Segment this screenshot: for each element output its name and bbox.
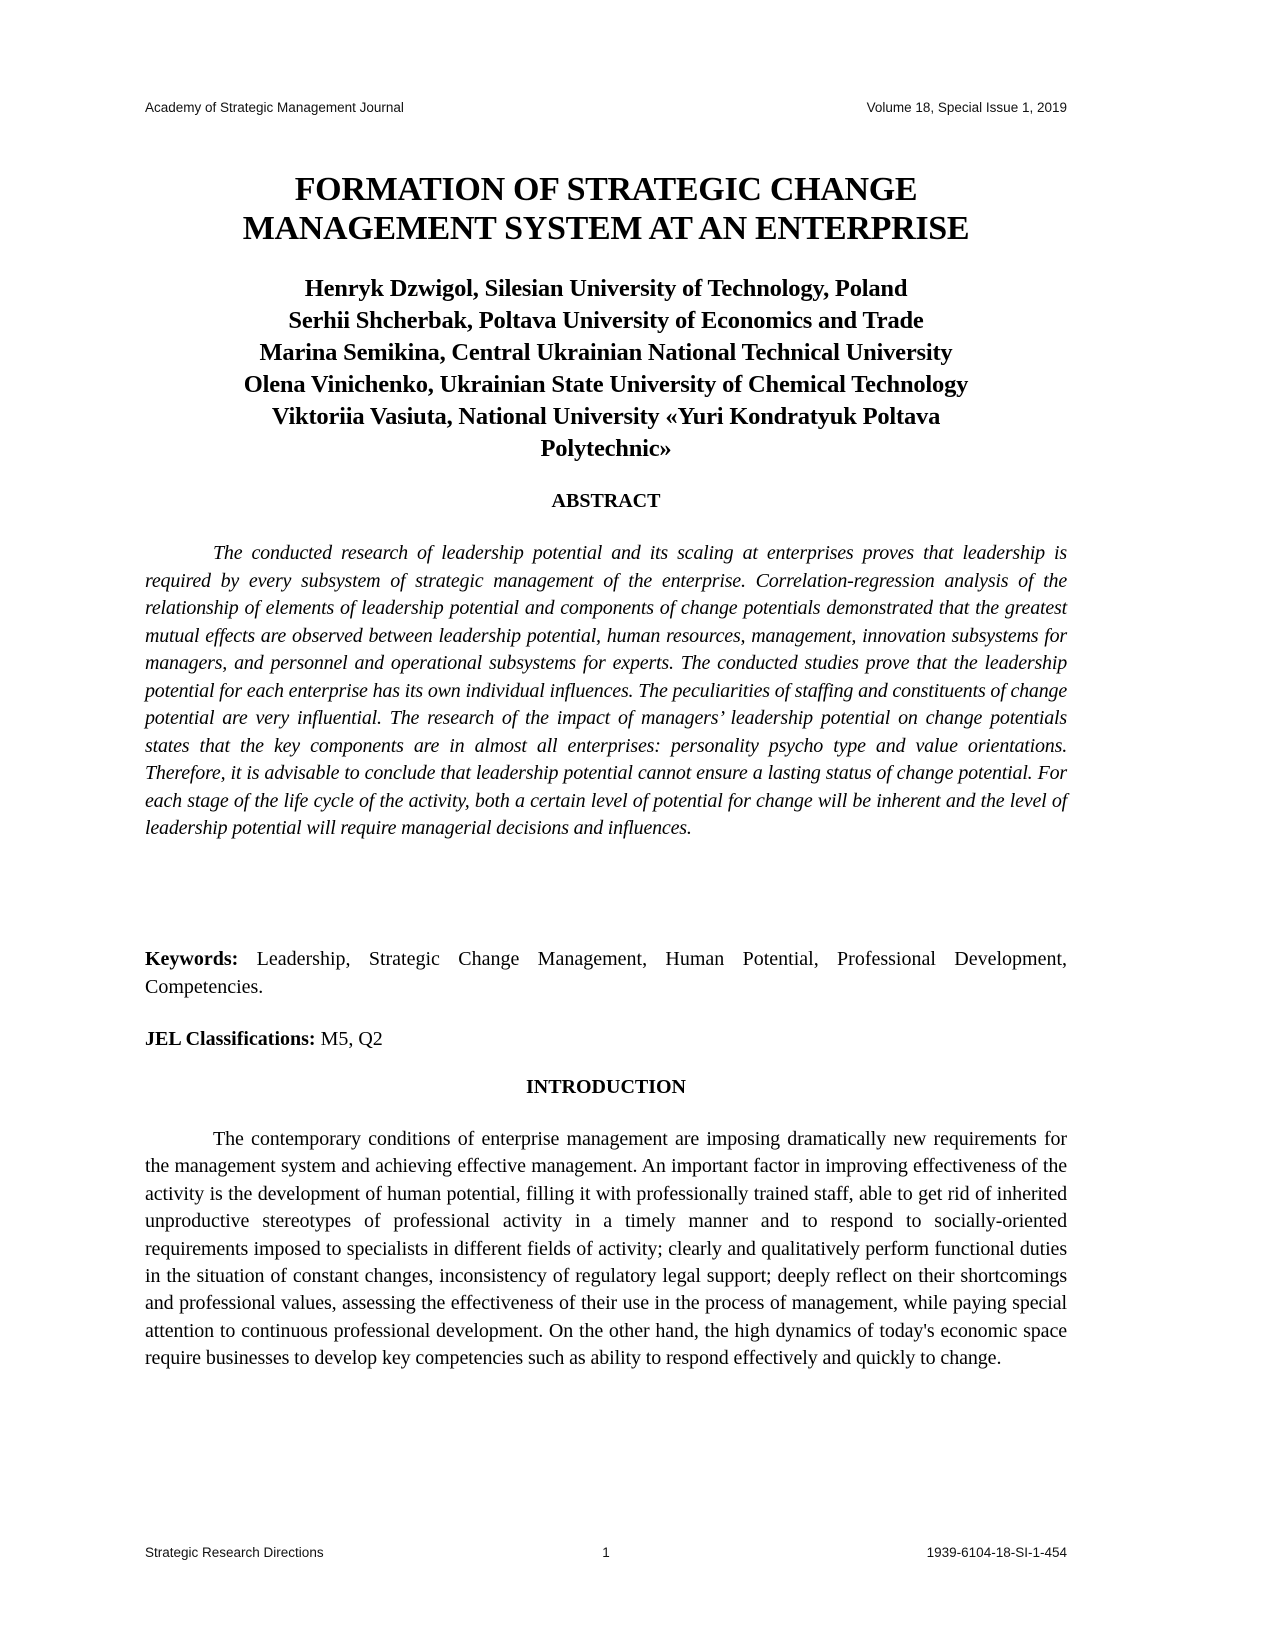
- author-list: [145, 273, 1067, 465]
- author-line: Polytechnic»: [540, 435, 672, 462]
- abstract-body: The conducted research of leadership potential and its scaling at enterprises proves that leadership is required by every subsystem of strategic management of the enterprise. Correlation-regression analysis of the relationship of elements of leadership potential and components of change potentials demonstrated that the greatest mutual effects are observed between leadership potential, human resources, management, innovation subsystems for managers, and personnel and operational subsystems for experts. The conducted studies prove that the leadership potential for each enterprise has its own individual influences. The peculiarities of staffing and constituents of change potential are very influential. The research of the impact of managers’ leadership potential on change potentials states that the key components are in almost all enterprises: personality psycho type and value orientations. Therefore, it is advisable to conclude that leadership potential cannot ensure a lasting status of change potential. For each stage of the life cycle of the activity, both a certain level of potential for change will be inherent and the level of leadership potential will require managerial decisions and influences.: [145, 542, 1067, 839]
- title-line-1: FORMATION OF STRATEGIC CHANGE: [294, 171, 918, 208]
- author-line: Marina Semikina, Central Ukrainian National Technical University: [259, 339, 953, 366]
- page-number: 1: [602, 1545, 610, 1560]
- keywords-value: Leadership, Strategic Change Management, Human Potential, Professional Development, Competencies.: [145, 948, 1067, 998]
- title-line-2: MANAGEMENT SYSTEM AT AN ENTERPRISE: [242, 210, 970, 247]
- introduction-body: The contemporary conditions of enterprise management are imposing dramatically new requirements for the management system and achieving effective management. An important factor in improving effectiveness of the activity is the development of human potential, filling it with professionally trained staff, able to get rid of inherited unproductive stereotypes of professional activity in a timely manner and to respond to socially-oriented requirements imposed to specialists in different fields of activity; clearly and qualitatively perform functional duties in the situation of constant changes, inconsistency of regulatory legal support; deeply reflect on their shortcomings and professional values, assessing the effectiveness of their use in the process of management, while paying special attention to continuous professional development. On the other hand, the high dynamics of today's economic space require businesses to develop key competencies such as ability to respond effectively and quickly to change.: [145, 1128, 1067, 1370]
- introduction-heading: INTRODUCTION: [525, 1076, 687, 1098]
- keywords: [145, 945, 1067, 1001]
- paper-title: [145, 170, 1067, 248]
- footer-left: Strategic Research Directions: [145, 1545, 324, 1560]
- running-footer: [145, 1545, 1067, 1560]
- author-line: Serhii Shcherbak, Poltava University of Economics and Trade: [288, 307, 924, 334]
- author-line: Viktoriia Vasiuta, National University «Yuri Kondratyuk Poltava: [271, 403, 941, 430]
- author-line: Olena Vinichenko, Ukrainian State University of Chemical Technology: [243, 371, 969, 398]
- jel-label: JEL Classifications:: [145, 1028, 316, 1050]
- jel-classifications: [145, 1025, 1067, 1053]
- journal-name: Academy of Strategic Management Journal: [145, 100, 404, 115]
- running-header: [145, 100, 1067, 115]
- keywords-label: Keywords:: [145, 948, 239, 970]
- footer-right: 1939-6104-18-SI-1-454: [926, 1545, 1067, 1560]
- volume-info: Volume 18, Special Issue 1, 2019: [866, 100, 1067, 115]
- jel-value: M5, Q2: [315, 1028, 383, 1050]
- author-line: Henryk Dzwigol, Silesian University of Technology, Poland: [304, 275, 908, 302]
- abstract-heading: ABSTRACT: [551, 490, 661, 512]
